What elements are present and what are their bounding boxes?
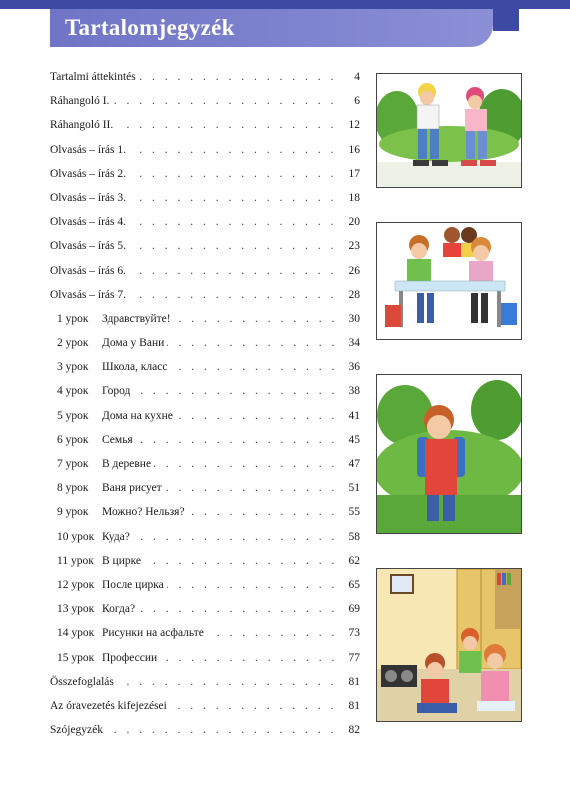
toc-page-number: 41 — [340, 409, 360, 423]
toc-page-number: 77 — [340, 651, 360, 665]
dot-leader — [102, 384, 338, 398]
children-rollerskating-image — [376, 73, 522, 188]
toc-page-number: 58 — [340, 530, 360, 544]
toc-page-number: 36 — [340, 360, 360, 374]
toc-entry-label: Olvasás – írás 7. — [50, 288, 129, 302]
toc-entry-label: Olvasás – írás 4. — [50, 215, 129, 229]
lesson-number: 4 урок — [57, 385, 89, 398]
lesson-number: 10 урок — [57, 530, 95, 543]
toc-page-number: 28 — [340, 288, 360, 302]
top-strip — [0, 0, 570, 9]
toc-row — [50, 384, 360, 408]
toc-page-number: 65 — [340, 578, 360, 592]
toc-page-number: 69 — [340, 602, 360, 616]
lesson-number: 13 урок — [57, 603, 95, 616]
toc-entry-label: Olvasás – írás 5. — [50, 239, 129, 253]
toc-page-number: 17 — [340, 167, 360, 181]
toc-entry-label: Szójegyzék — [50, 723, 106, 737]
toc-row — [50, 409, 360, 433]
toc-row — [50, 191, 360, 215]
toc-row — [50, 94, 360, 118]
toc-entry-label: Olvasás – írás 1. — [50, 143, 129, 157]
toc-row — [50, 288, 360, 312]
toc-entry-label: Город — [102, 384, 133, 398]
toc-row — [50, 143, 360, 167]
lesson-number: 3 урок — [57, 361, 89, 374]
toc-page-number: 26 — [340, 264, 360, 278]
toc-row — [50, 433, 360, 457]
dot-leader — [102, 433, 338, 447]
toc-row — [50, 264, 360, 288]
toc-row — [50, 70, 360, 94]
toc-row — [50, 578, 360, 602]
toc-row — [50, 215, 360, 239]
toc-entry-label: После цирка — [102, 578, 167, 592]
lesson-number: 6 урок — [57, 433, 89, 446]
toc-page-number: 73 — [340, 626, 360, 640]
toc-row — [50, 626, 360, 650]
toc-entry-label: Здравствуйте! — [102, 312, 174, 326]
toc-entry-label: Школа, класс — [102, 360, 170, 374]
toc-page-number: 81 — [340, 699, 360, 713]
lesson-number: 11 урок — [57, 554, 94, 567]
children-at-school-desk-image — [376, 222, 522, 340]
toc-row — [50, 505, 360, 529]
toc-entry-label: Összefoglalás — [50, 675, 117, 689]
toc-row — [50, 312, 360, 336]
toc-page-number: 18 — [340, 191, 360, 205]
toc-entry-label: Olvasás – írás 3. — [50, 191, 129, 205]
lesson-number: 5 урок — [57, 409, 89, 422]
toc-row — [50, 602, 360, 626]
toc-entry-label: Дома на кухне — [102, 409, 176, 423]
toc-page-number: 51 — [340, 481, 360, 495]
toc-entry-label: Ваня рисует — [102, 481, 165, 495]
toc-entry-label: Профессии — [102, 651, 160, 665]
toc-page-number: 23 — [340, 239, 360, 253]
toc-page-number: 30 — [340, 312, 360, 326]
table-of-contents — [50, 70, 360, 747]
lesson-number: 9 урок — [57, 506, 89, 519]
children-playing-in-room-image — [376, 568, 522, 722]
lesson-number: 15 урок — [57, 651, 95, 664]
toc-entry-label: Когда? — [102, 602, 138, 616]
toc-row — [50, 675, 360, 699]
page-title: Tartalomjegyzék — [65, 15, 235, 40]
toc-entry-label: Olvasás – írás 2. — [50, 167, 129, 181]
toc-page-number: 81 — [340, 675, 360, 689]
toc-row — [50, 723, 360, 747]
boy-with-backpack-image — [376, 374, 522, 534]
toc-page-number: 38 — [340, 384, 360, 398]
toc-page-number: 34 — [340, 336, 360, 350]
header-corner-block — [493, 9, 519, 31]
toc-entry-label: Рисунки на асфальте — [102, 626, 207, 640]
toc-page-number: 4 — [340, 70, 360, 84]
toc-page-number: 20 — [340, 215, 360, 229]
lesson-number: 14 урок — [57, 627, 95, 640]
toc-entry-label: Ráhangoló II. — [50, 118, 116, 132]
toc-page-number: 55 — [340, 505, 360, 519]
toc-row — [50, 360, 360, 384]
lesson-number: 8 урок — [57, 482, 89, 495]
lesson-number: 1 урок — [57, 312, 89, 325]
toc-entry-label: Можно? Нельзя? — [102, 505, 188, 519]
dot-leader — [102, 530, 338, 544]
toc-page-number: 12 — [340, 118, 360, 132]
toc-row — [50, 457, 360, 481]
toc-page-number: 6 — [340, 94, 360, 108]
toc-entry-label: Olvasás – írás 6. — [50, 264, 129, 278]
toc-row — [50, 554, 360, 578]
header-band — [50, 9, 493, 47]
toc-row — [50, 651, 360, 675]
toc-row — [50, 118, 360, 142]
toc-entry-label: Az óravezetés kifejezései — [50, 699, 170, 713]
toc-entry-label: В цирке — [102, 554, 144, 568]
toc-entry-label: Куда? — [102, 530, 133, 544]
toc-row — [50, 530, 360, 554]
toc-page-number: 16 — [340, 143, 360, 157]
toc-row — [50, 239, 360, 263]
toc-entry-label: Ráhangoló I. — [50, 94, 112, 108]
toc-row — [50, 699, 360, 723]
toc-entry-label: Семья — [102, 433, 136, 447]
toc-row — [50, 336, 360, 360]
toc-entry-label: Дома у Вани — [102, 336, 167, 350]
toc-page-number: 47 — [340, 457, 360, 471]
lesson-number: 12 урок — [57, 578, 95, 591]
toc-entry-label: Tartalmi áttekintés — [50, 70, 139, 84]
toc-entry-label: В деревне — [102, 457, 154, 471]
lesson-number: 2 урок — [57, 337, 89, 350]
toc-page-number: 62 — [340, 554, 360, 568]
lesson-number: 7 урок — [57, 458, 89, 470]
toc-row — [50, 167, 360, 191]
toc-row — [50, 481, 360, 505]
toc-page-number: 45 — [340, 433, 360, 447]
toc-page-number: 82 — [340, 723, 360, 737]
